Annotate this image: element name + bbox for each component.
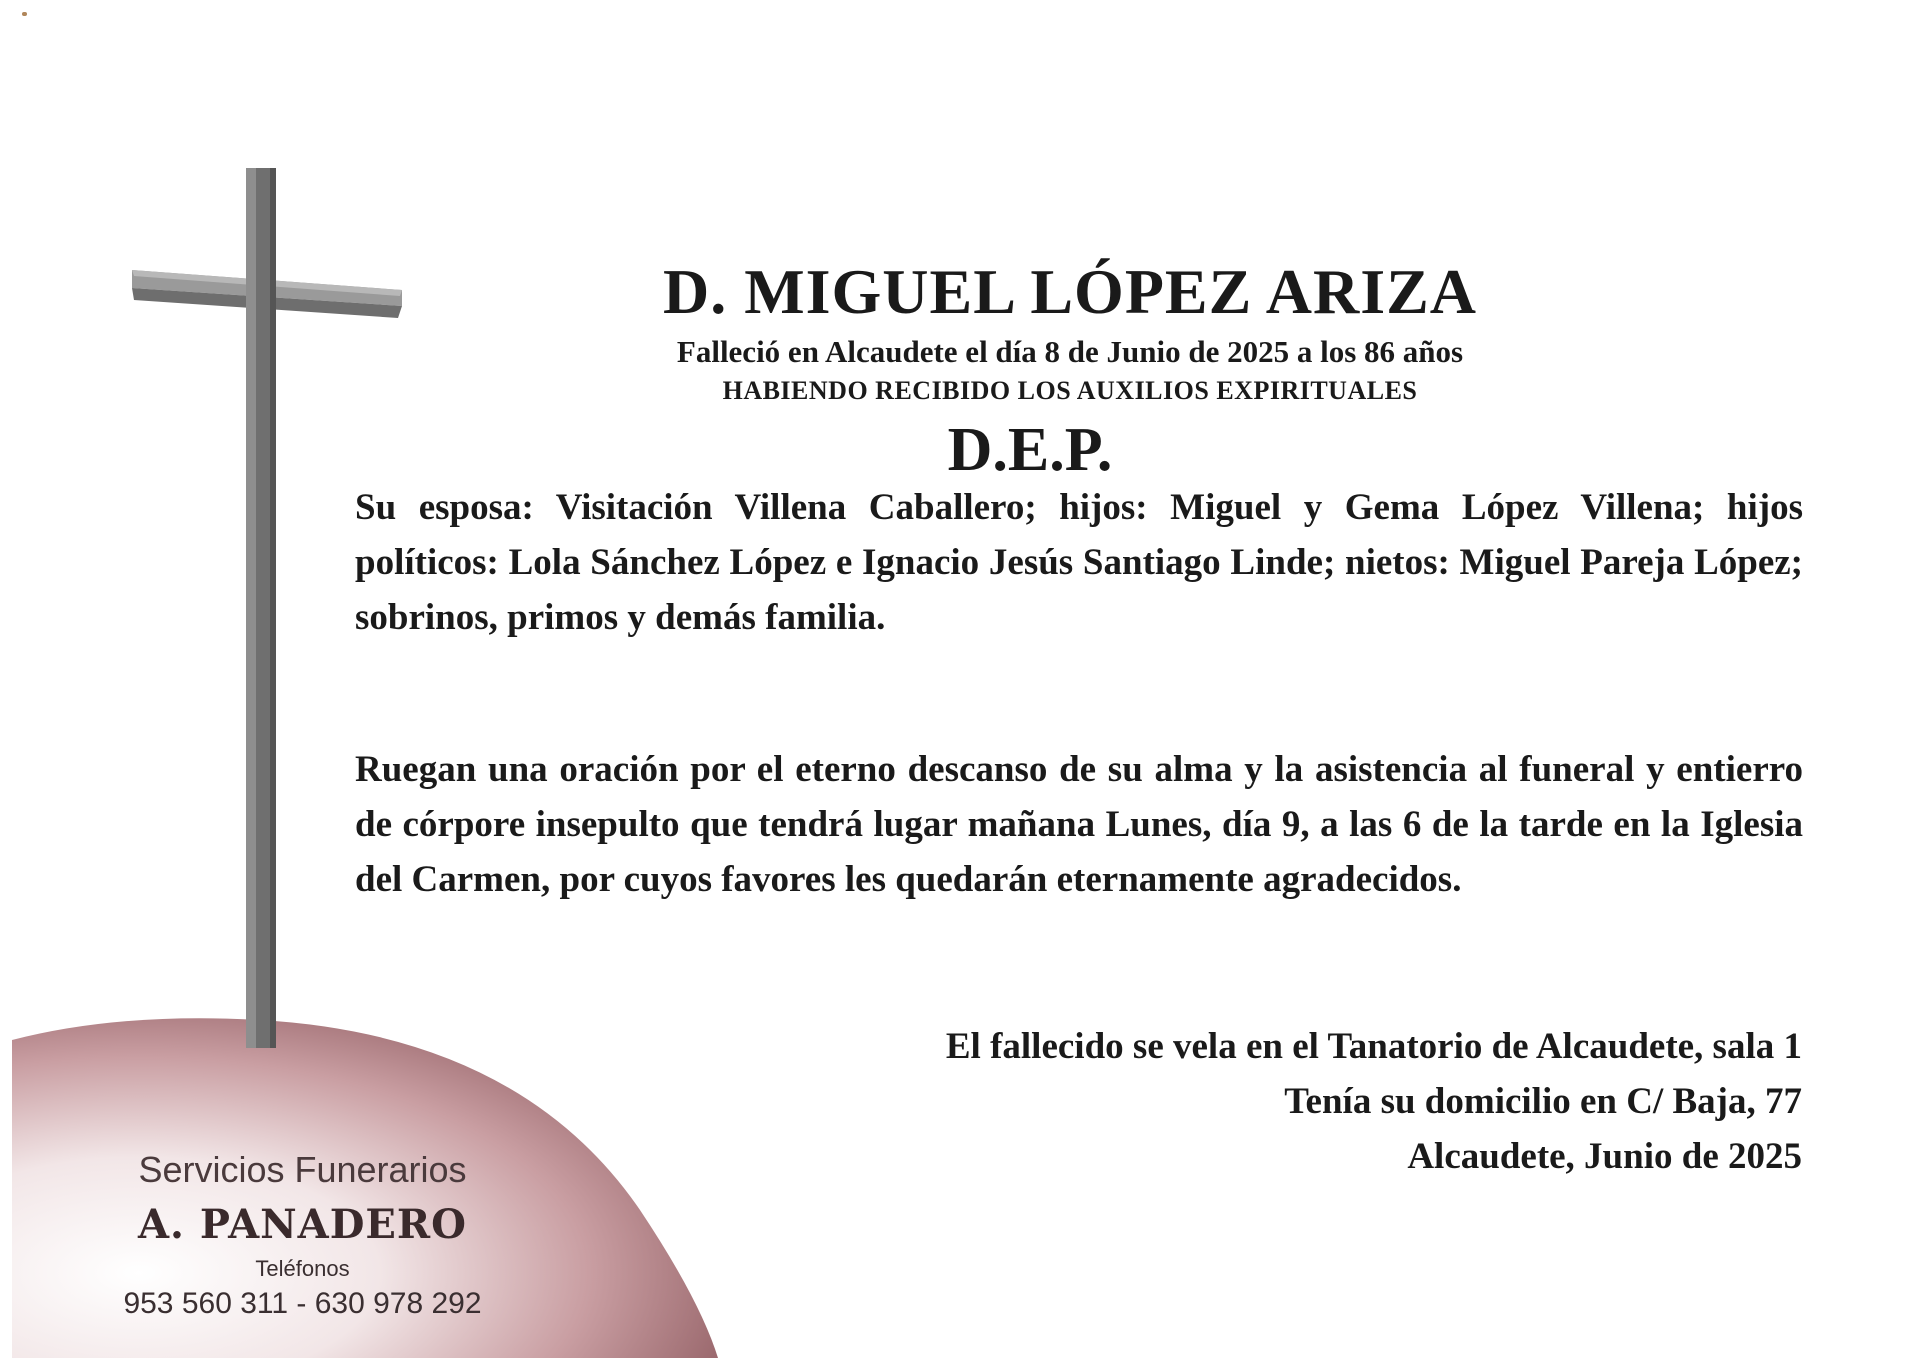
- phone-numbers: 953 560 311 - 630 978 292: [123, 1287, 482, 1320]
- deceased-name: D. MIGUEL LÓPEZ ARIZA: [662, 256, 1478, 327]
- family-paragraph: Su esposa: Visitación Villena Caballero; hijos: Miguel y Gema López Villena; hijos políticos: Lola Sánchez López e Ignacio Jesús Santiago Linde; nietos: Miguel Pareja López; sobrinos, primos y demás familia.: [355, 487, 1803, 638]
- dep-heading: D.E.P.: [947, 416, 1113, 484]
- phones-label: Teléfonos: [255, 1256, 350, 1281]
- company-name: A. PANADERO: [138, 1201, 467, 1248]
- company-tagline: Servicios Funerarios: [138, 1149, 467, 1190]
- death-line: Falleció en Alcaudete el día 8 de Junio de 2025 a los 86 años: [676, 334, 1464, 369]
- place-date-line: Alcaudete, Junio de 2025: [1407, 1136, 1802, 1177]
- prayer-paragraph: Ruegan una oración por el eterno descanso de su alma y la asistencia al funeral y entierro de córpore insepulto que tendrá lugar mañana Lunes, día 9, a las 6 de la tarde en la Iglesia del Carmen, por cuyos favores les quedarán eternamente agradecidos.: [355, 749, 1803, 900]
- address-line: Tenía su domicilio en C/ Baja, 77: [1284, 1081, 1802, 1122]
- rites-line: HABIENDO RECIBIDO LOS AUXILIOS EXPIRITUALES: [722, 376, 1418, 405]
- vigil-line: El fallecido se vela en el Tanatorio de Alcaudete, sala 1: [945, 1026, 1802, 1067]
